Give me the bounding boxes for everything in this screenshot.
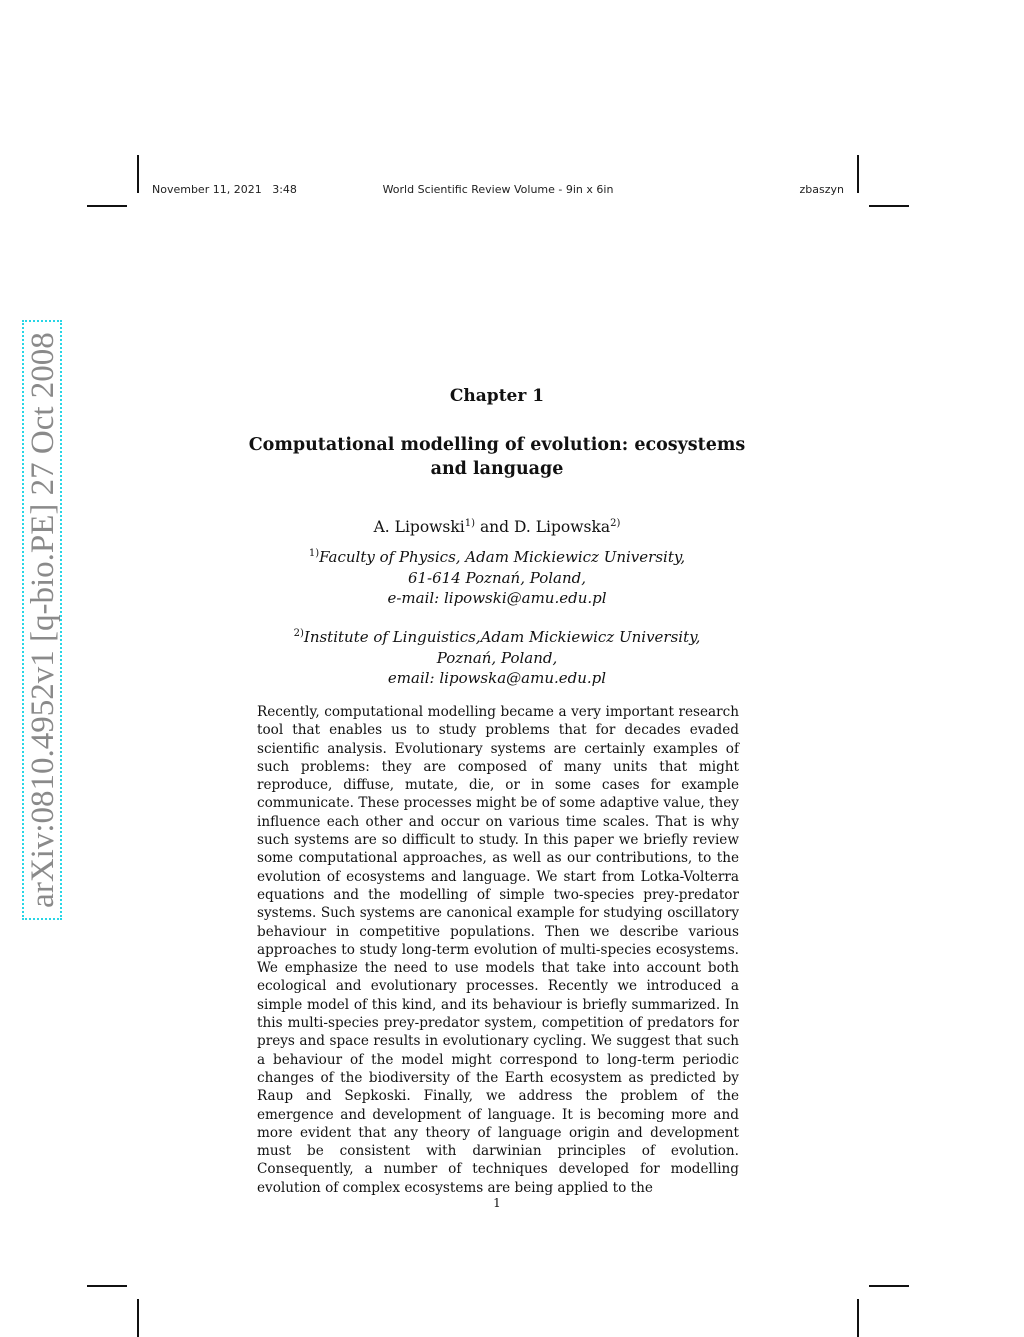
crop-mark-top-left-vertical (137, 155, 139, 193)
affiliation-2 (0, 624, 994, 689)
header-file: zbaszyn (799, 183, 844, 196)
header-series: World Scientific Review Volume - 9in x 6in (382, 183, 614, 196)
chapter-label: Chapter 1 (449, 386, 545, 406)
crop-mark-bottom-left-vertical (137, 1299, 139, 1337)
chapter-title: Computational modelling of evolution: ecosystems and language (248, 435, 746, 479)
header-time: 3:48 (272, 183, 297, 196)
abstract-text: Recently, computational modelling became a very important research tool that enables us to study problems that for decades evaded scientific analysis. Evolutionary systems are certainly examples of such problems: they are composed of many units that might reproduce, diffuse, mutate, die, or in some cases for example communicate. These processes might be of some adaptive value, they influence each other and occur on various time scales. That is why such systems are so difficult to study. In this paper we briefly review some computational approaches, as well as our contributions, to the evolution of ecosystems and language. We start from Lotka-Volterra equations and the modelling of simple two-species prey-predator systems. Such systems are canonical example for studying oscillatory behaviour in competitive populations. Then we describe various approaches to study long-term evolution of multi-species ecosystems. We emphasize the need to use models that take into account both ecological and evolutionary processes. Recently we introduced a simple model of this kind, and its behaviour is briefly summarized. In this multi-species prey-predator system, competition of predators for preys and space results in evolutionary cycling. We suggest that such a behaviour of the model might correspond to long-term periodic changes of the biodiversity of the Earth ecosystem as predicted by Raup and Sepkoski. Finally, we address the problem of the emergence and development of language. It is becoming more and more evident that any theory of language origin and development must be consistent with darwinian principles of evolution. Consequently, a number of techniques developed for modelling evolution of complex ecosystems are being applied to the (257, 704, 739, 1196)
affiliation-1-line-1 (0, 544, 994, 568)
author-1: A. Lipowski (373, 518, 465, 536)
affiliation-1-line-2: 61-614 Poznań, Poland, (407, 568, 587, 587)
author-2-affiliation-mark: 2) (610, 518, 621, 529)
affiliation-1-institution: Faculty of Physics, Adam Mickiewicz University, (319, 548, 686, 566)
authors-line (0, 518, 994, 536)
affiliation-2-mark: 2) (293, 628, 304, 639)
header-date: November 11, 2021 (152, 183, 262, 196)
affiliation-2-email: email: lipowska@amu.edu.pl (387, 669, 607, 687)
author-2: D. Lipowska (514, 518, 611, 536)
affiliation-1 (0, 544, 994, 609)
affiliation-2-line-1 (0, 624, 994, 648)
crop-mark-bottom-right-vertical (857, 1299, 859, 1337)
affiliation-1-email: e-mail: lipowski@amu.edu.pl (387, 589, 607, 607)
arxiv-stamp: arXiv:0810.4952v1 [q-bio.PE] 27 Oct 2008 (22, 320, 62, 920)
affiliation-2-line-2: Poznań, Poland, (436, 648, 558, 667)
author-1-affiliation-mark: 1) (464, 518, 475, 529)
affiliation-1-mark: 1) (308, 548, 320, 559)
running-header (152, 183, 844, 197)
author-connector: and (479, 518, 510, 536)
crop-mark-bottom-right-horizontal (869, 1285, 909, 1287)
crop-mark-bottom-left-horizontal (87, 1285, 127, 1287)
crop-mark-top-right-horizontal (869, 205, 909, 207)
crop-mark-top-left-horizontal (87, 205, 127, 207)
crop-mark-top-right-vertical (857, 155, 859, 193)
page-number: 1 (493, 1196, 501, 1210)
affiliation-2-institution: Institute of Linguistics,Adam Mickiewicz University, (303, 628, 701, 646)
